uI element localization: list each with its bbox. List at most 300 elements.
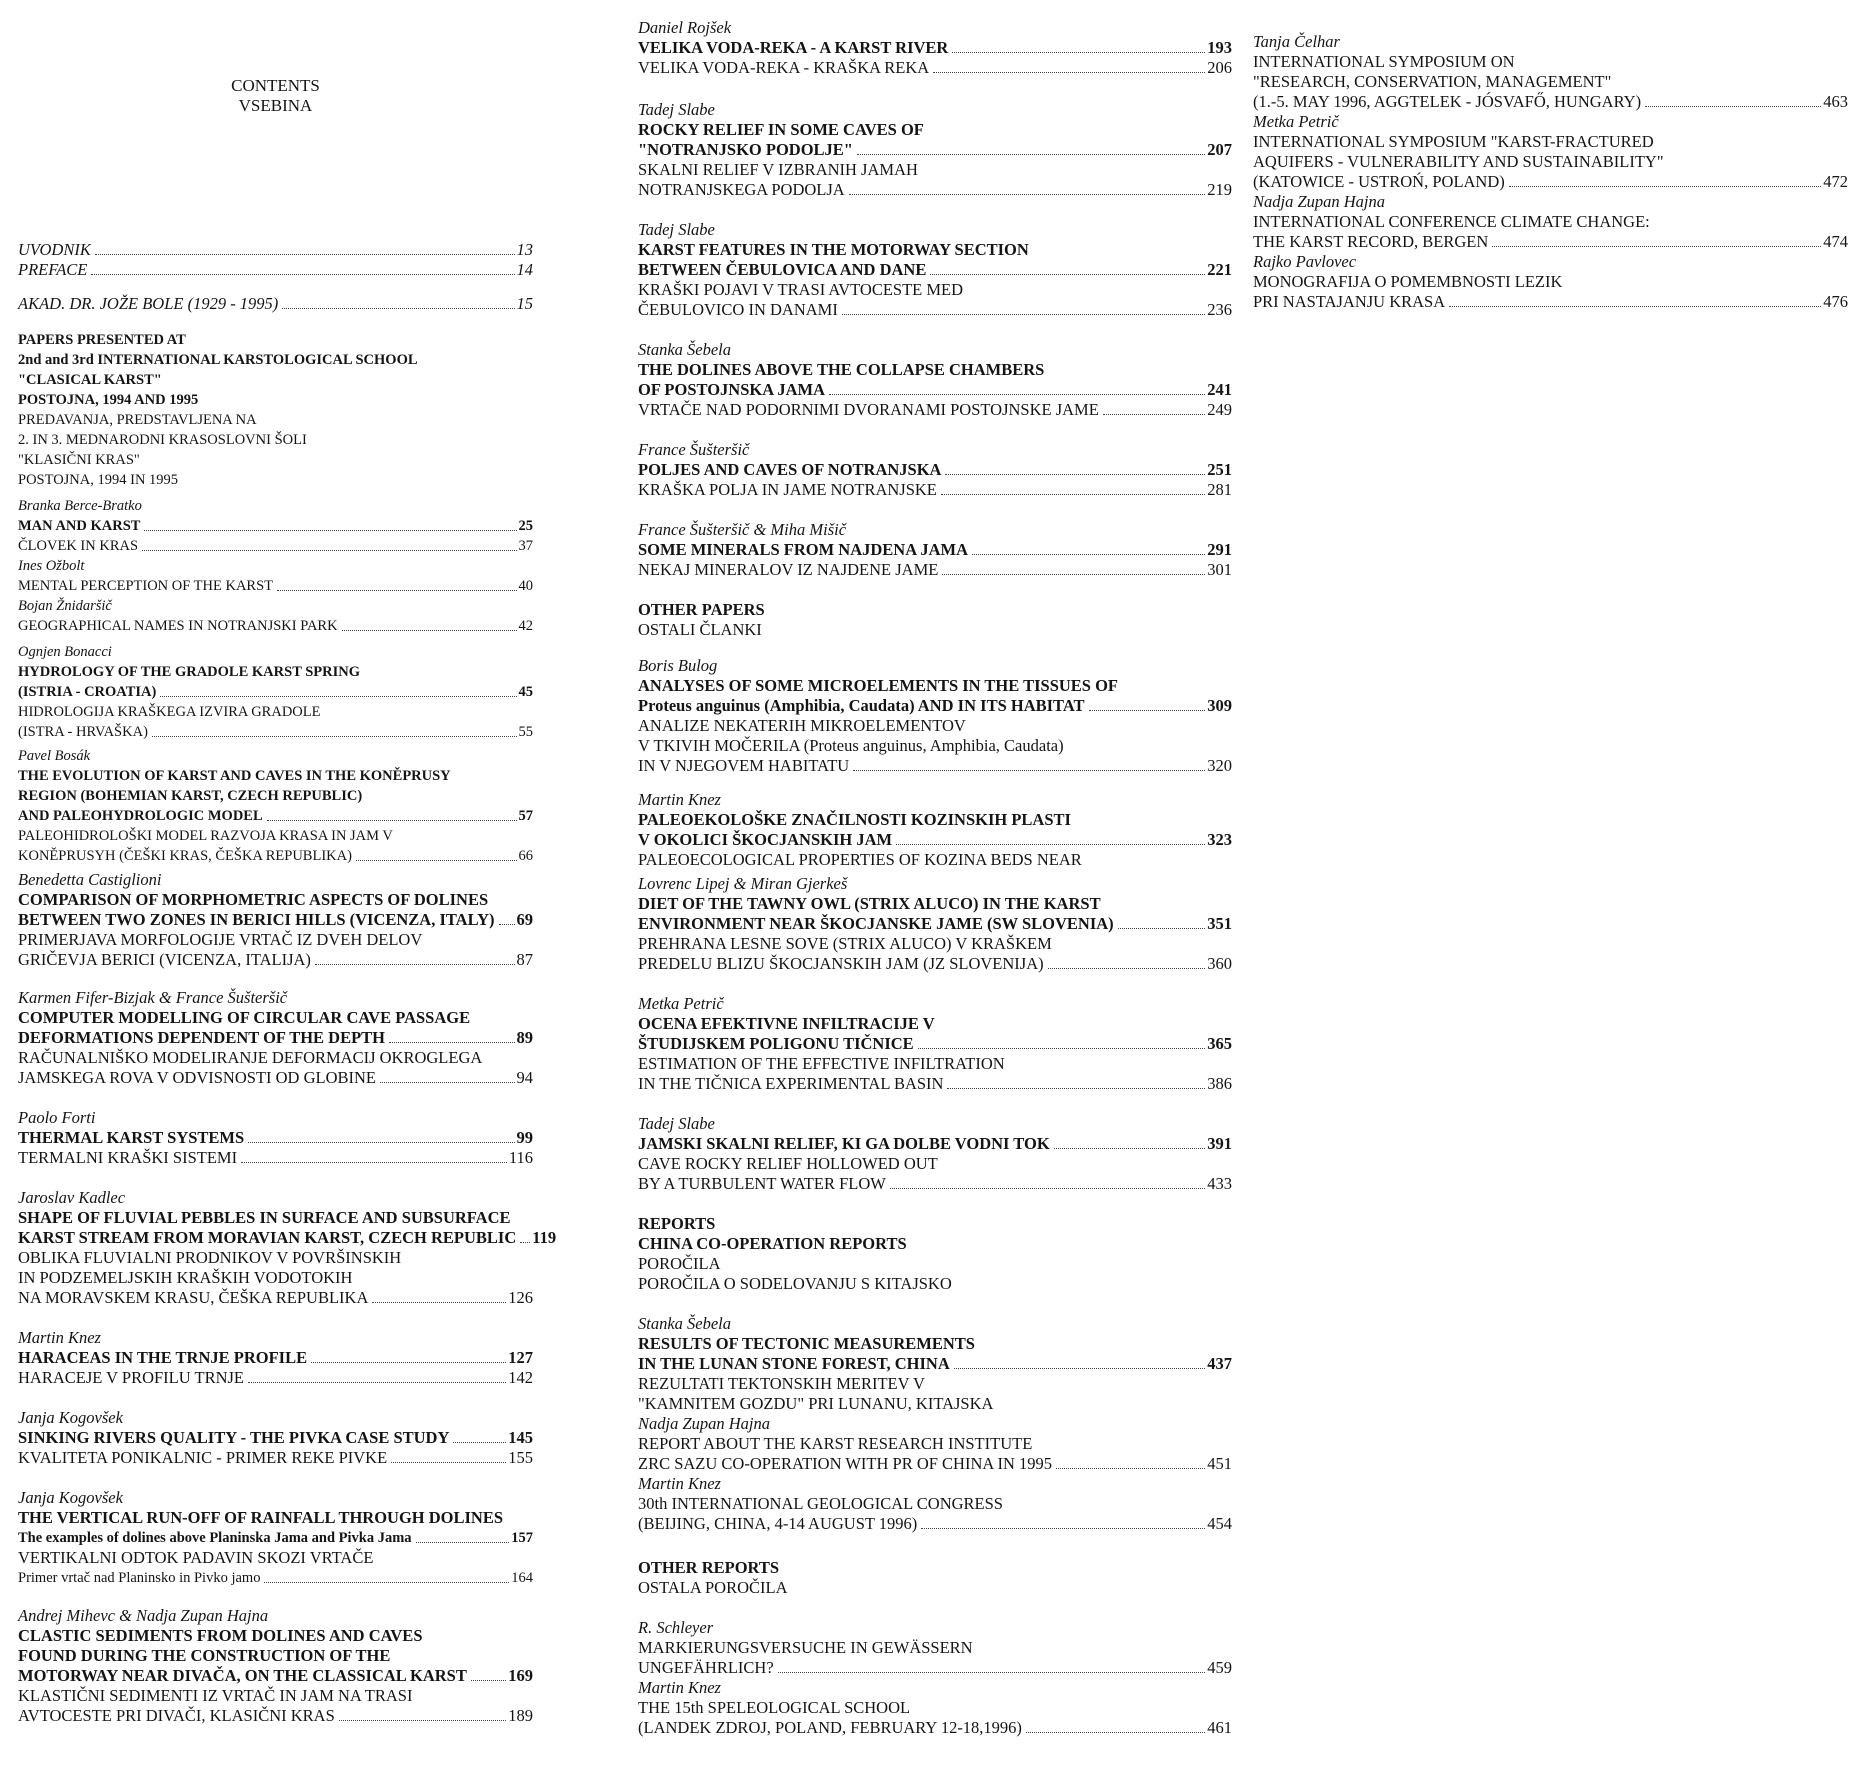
toc-line <box>638 1274 1232 1294</box>
toc-line-text: Martin Knez <box>638 1678 721 1697</box>
toc-entry-group <box>638 340 1232 420</box>
toc-line <box>18 330 533 350</box>
toc-line-text: COMPARISON OF MORPHOMETRIC ASPECTS OF DOLINES <box>18 890 489 909</box>
page-number: 14 <box>516 260 533 279</box>
toc-line <box>18 1248 533 1268</box>
toc-line-text: POROČILA <box>638 1254 721 1273</box>
toc-line-with-page <box>18 516 533 536</box>
toc-line-text: PALEOHIDROLOŠKI MODEL RAZVOJA KRASA IN JAM V <box>18 828 393 844</box>
page-number: 25 <box>518 518 533 534</box>
toc-line <box>18 1008 533 1028</box>
toc-line-text: "NOTRANJSKO PODOLJE" <box>638 140 853 159</box>
toc-entry-group <box>18 746 533 866</box>
toc-entry-group <box>18 1606 533 1726</box>
toc-line-text: PRIMERJAVA MORFOLOGIJE VRTAČ IZ DVEH DELOV <box>18 930 423 949</box>
toc-line-text: Tanja Čelhar <box>1253 32 1340 51</box>
toc-line-text: POSTOJNA, 1994 IN 1995 <box>18 472 179 488</box>
dot-leader <box>1103 413 1205 415</box>
toc-line-text: AQUIFERS - VULNERABILITY AND SUSTAINABILITY" <box>1253 152 1664 171</box>
toc-line-with-page <box>638 260 1232 280</box>
toc-line <box>18 642 533 662</box>
toc-line <box>638 934 1232 954</box>
toc-line <box>638 18 1232 38</box>
toc-line <box>638 1578 1232 1598</box>
toc-line-with-page <box>18 1528 533 1548</box>
dot-leader <box>241 1161 507 1163</box>
toc-line <box>1253 32 1848 52</box>
toc-line-text: REPORT ABOUT THE KARST RESEARCH INSTITUTE <box>638 1434 1033 1453</box>
dot-leader <box>380 1081 515 1083</box>
toc-line <box>18 988 533 1008</box>
toc-line-text: Martin Knez <box>18 1328 101 1347</box>
toc-line-text: POROČILA O SODELOVANJU S KITAJSKO <box>638 1274 952 1293</box>
toc-line <box>638 120 1232 140</box>
toc-line-text: AVTOCESTE PRI DIVAČI, KLASIČNI KRAS <box>18 1706 335 1725</box>
dot-leader <box>282 307 514 309</box>
toc-entry-group <box>638 790 1232 870</box>
dot-leader <box>160 695 516 697</box>
toc-line-text: KRAŠKI POJAVI V TRASI AVTOCESTE MED <box>638 280 964 299</box>
page-number: 241 <box>1207 380 1232 399</box>
toc-line <box>638 716 1232 736</box>
toc-line <box>18 1606 533 1626</box>
toc-line-text: ČEBULOVICO IN DANAMI <box>638 300 838 319</box>
page-number: 459 <box>1207 1658 1232 1677</box>
toc-line-text: THE VERTICAL RUN-OFF OF RAINFALL THROUGH DOLINES <box>18 1508 504 1527</box>
page-number: 45 <box>518 684 533 700</box>
toc-line-text: IN V NJEGOVEM HABITATU <box>638 756 850 775</box>
toc-line-text: ANALYSES OF SOME MICROELEMENTS IN THE TISSUES OF <box>638 676 1119 695</box>
toc-line-text: BY A TURBULENT WATER FLOW <box>638 1174 886 1193</box>
toc-line-text: OF POSTOJNSKA JAMA <box>638 380 826 399</box>
toc-line-text: NA MORAVSKEM KRASU, ČEŠKA REPUBLIKA <box>18 1288 369 1307</box>
toc-line-text: "KLASIČNI KRAS" <box>18 452 140 468</box>
toc-line-text: (ISTRA - HRVAŠKA) <box>18 724 148 740</box>
toc-line <box>18 470 533 490</box>
toc-line-with-page <box>638 400 1232 420</box>
page-number: 119 <box>532 1228 557 1247</box>
dot-leader <box>267 819 517 821</box>
toc-entry-group <box>18 1488 533 1588</box>
toc-line <box>638 790 1232 810</box>
dot-leader <box>356 859 517 861</box>
page-number: 463 <box>1823 92 1848 111</box>
toc-line-with-page <box>638 180 1232 200</box>
toc-line-text: THE EVOLUTION OF KARST AND CAVES IN THE KONĚPRUSY <box>18 768 451 784</box>
toc-line <box>638 240 1232 260</box>
toc-line <box>638 1114 1232 1134</box>
toc-line-with-page <box>1253 292 1848 312</box>
toc-line-text: ANALIZE NEKATERIH MIKROELEMENTOV <box>638 716 966 735</box>
page-number: 301 <box>1207 560 1232 579</box>
toc-line-text: OSTALI ČLANKI <box>638 620 762 639</box>
toc-line-with-page <box>638 540 1232 560</box>
page-number: 386 <box>1207 1074 1232 1093</box>
toc-line-text: Janja Kogovšek <box>18 1408 123 1427</box>
toc-line-text: PRI NASTAJANJU KRASA <box>1253 292 1446 311</box>
toc-line-text: "RESEARCH, CONSERVATION, MANAGEMENT" <box>1253 72 1612 91</box>
toc-line <box>1253 152 1848 172</box>
dot-leader <box>947 1087 1205 1089</box>
toc-line-with-page <box>18 806 533 826</box>
toc-line <box>638 810 1232 830</box>
dot-leader <box>921 1527 1205 1529</box>
toc-entry-group <box>638 440 1232 500</box>
toc-line-text: Paolo Forti <box>18 1108 96 1127</box>
toc-line-text: Branka Berce-Bratko <box>18 498 142 514</box>
page-number: 461 <box>1207 1718 1232 1737</box>
toc-line-text: Tadej Slabe <box>638 220 715 239</box>
toc-line <box>18 1268 533 1288</box>
toc-line <box>1253 72 1848 92</box>
dot-leader <box>945 473 1205 475</box>
toc-line-text: Martin Knez <box>638 790 721 809</box>
toc-line-text: Andrej Mihevc & Nadja Zupan Hajna <box>18 1606 269 1625</box>
toc-line <box>18 1208 533 1228</box>
toc-line-with-page <box>638 1074 1232 1094</box>
toc-line-with-page <box>18 1148 533 1168</box>
dot-leader <box>1048 967 1206 969</box>
dot-leader <box>453 1441 506 1443</box>
toc-line-text: RESULTS OF TECTONIC MEASUREMENTS <box>638 1334 975 1353</box>
toc-line <box>1253 52 1848 72</box>
toc-line-text: PALEOECOLOGICAL PROPERTIES OF KOZINA BEDS NEAR <box>638 850 1082 869</box>
toc-line <box>18 1328 533 1348</box>
toc-line <box>638 440 1232 460</box>
toc-line-text: COMPUTER MODELLING OF CIRCULAR CAVE PASSAGE <box>18 1008 471 1027</box>
toc-line <box>18 746 533 766</box>
toc-line-text: R. Schleyer <box>638 1618 714 1637</box>
toc-line-text: ZRC SAZU CO-OPERATION WITH PR OF CHINA IN 1995 <box>638 1454 1053 1473</box>
toc-line-text: IN THE TIČNICA EXPERIMENTAL BASIN <box>638 1074 944 1093</box>
toc-entry-group <box>18 870 533 970</box>
toc-line-text: DEFORMATIONS DEPENDENT OF THE DEPTH <box>18 1028 386 1047</box>
toc-line-text: PAPERS PRESENTED AT <box>18 332 186 348</box>
toc-line-text: The examples of dolines above Planinska Jama and Pivka Jama <box>18 1530 412 1546</box>
toc-line-with-page <box>18 1348 533 1368</box>
toc-line-with-page <box>18 1568 533 1588</box>
toc-line-with-page <box>18 1368 533 1388</box>
toc-line-text: CAVE ROCKY RELIEF HOLLOWED OUT <box>638 1154 938 1173</box>
toc-line <box>638 656 1232 676</box>
toc-line-with-page <box>638 1034 1232 1054</box>
toc-entry-group <box>638 656 1232 776</box>
page-number: 15 <box>516 294 533 313</box>
page-number: 157 <box>511 1530 533 1546</box>
toc-line <box>638 520 1232 540</box>
toc-line-text: Rajko Pavlovec <box>1253 252 1357 271</box>
toc-line <box>18 370 533 390</box>
toc-line <box>638 994 1232 1014</box>
toc-line-text: 2. IN 3. MEDNARODNI KRASOSLOVNI ŠOLI <box>18 432 307 448</box>
toc-line-text: (KATOWICE - USTROŃ, POLAND) <box>1253 172 1505 191</box>
toc-line-text: MOTORWAY NEAR DIVAČA, ON THE CLASSICAL KARST <box>18 1666 467 1685</box>
toc-line <box>638 1698 1232 1718</box>
toc-line-with-page <box>18 294 533 314</box>
toc-line <box>18 930 533 950</box>
toc-line <box>18 1488 533 1508</box>
toc-entry-group <box>1253 32 1848 312</box>
page-number: 169 <box>508 1666 533 1685</box>
toc-line-text: Benedetta Castiglioni <box>18 870 162 889</box>
toc-line-text: France Šušteršič & Miha Mišič <box>638 520 847 539</box>
page-number: 94 <box>516 1068 533 1087</box>
toc-line <box>638 1374 1232 1394</box>
toc-line <box>1253 252 1848 272</box>
toc-line <box>638 280 1232 300</box>
toc-line-with-page <box>1253 92 1848 112</box>
toc-line-text: Stanka Šebela <box>638 340 732 359</box>
toc-line-text: France Šušteršič <box>638 440 750 459</box>
toc-line <box>638 1334 1232 1354</box>
toc-line-text: Nadja Zupan Hajna <box>1253 192 1386 211</box>
dot-leader <box>857 153 1205 155</box>
dot-leader <box>1645 105 1821 107</box>
toc-line <box>18 1508 533 1528</box>
toc-line-text: (LANDEK ZDROJ, POLAND, FEBRUARY 12-18,1996) <box>638 1718 1022 1737</box>
toc-line-text: BETWEEN TWO ZONES IN BERICI HILLS (VICENZA, ITALY) <box>18 910 495 929</box>
toc-line <box>18 1626 533 1646</box>
toc-line-text: INTERNATIONAL SYMPOSIUM "KARST-FRACTURED <box>1253 132 1654 151</box>
dot-leader <box>930 273 1205 275</box>
page-number: 437 <box>1207 1354 1232 1373</box>
toc-line-with-page <box>18 1666 533 1686</box>
dot-leader <box>941 493 1205 495</box>
dot-leader <box>1118 927 1206 929</box>
toc-line-text: ČLOVEK IN KRAS <box>18 538 139 554</box>
dot-leader <box>1509 185 1821 187</box>
toc-line-text: THE 15th SPELEOLOGICAL SCHOOL <box>638 1698 911 1717</box>
toc-line-text: REPORTS <box>638 1214 716 1233</box>
toc-line-text: SHAPE OF FLUVIAL PEBBLES IN SURFACE AND SUBSURFACE <box>18 1208 511 1227</box>
toc-line-text: CLASTIC SEDIMENTS FROM DOLINES AND CAVES <box>18 1626 423 1645</box>
page-number: 69 <box>516 910 533 929</box>
toc-line-with-page <box>638 380 1232 400</box>
page-number: 476 <box>1823 292 1848 311</box>
toc-line-with-page <box>18 1028 533 1048</box>
toc-line <box>638 620 1232 640</box>
toc-entry-group <box>638 1314 1232 1534</box>
toc-line-text: "CLASICAL KARST" <box>18 372 162 388</box>
toc-line-text: PREHRANA LESNE SOVE (STRIX ALUCO) V KRAŠKEM <box>638 934 1052 953</box>
dot-leader <box>849 193 1206 195</box>
toc-line <box>638 1678 1232 1698</box>
dot-leader <box>142 549 516 551</box>
toc-line-with-page <box>18 950 533 970</box>
toc-line-text: BETWEEN ČEBULOVICA AND DANE <box>638 260 927 279</box>
toc-line-text: DIET OF THE TAWNY OWL (STRIX ALUCO) IN THE KARST <box>638 894 1101 913</box>
page-number: 99 <box>516 1128 533 1147</box>
dot-leader <box>520 1241 530 1243</box>
dot-leader <box>1089 709 1206 711</box>
toc-line-text: OTHER PAPERS <box>638 600 765 619</box>
toc-line <box>638 1014 1232 1034</box>
page-number: 40 <box>518 578 533 594</box>
dot-leader <box>264 1581 509 1583</box>
toc-line-text: 2nd and 3rd INTERNATIONAL KARSTOLOGICAL SCHOOL <box>18 352 418 368</box>
dot-leader <box>954 1367 1206 1369</box>
toc-line-text: Daniel Rojšek <box>638 18 732 37</box>
toc-line <box>18 870 533 890</box>
dot-leader <box>248 1141 514 1143</box>
toc-line <box>18 430 533 450</box>
toc-line <box>638 1214 1232 1234</box>
dot-leader <box>1026 1731 1205 1733</box>
toc-line-text: PALEOEKOLOŠKE ZNAČILNOSTI KOZINSKIH PLASTI <box>638 810 1071 829</box>
toc-line <box>638 1474 1232 1494</box>
toc-line <box>638 1314 1232 1334</box>
toc-entry-group <box>18 496 533 636</box>
toc-line-text: MONOGRAFIJA O POMEMBNOSTI LEZIK <box>1253 272 1563 291</box>
toc-line-with-page <box>638 696 1232 716</box>
toc-line-text: AND PALEOHYDROLOGIC MODEL <box>18 808 263 824</box>
toc-line-text: (ISTRIA - CROATIA) <box>18 684 157 700</box>
toc-line-with-page <box>638 830 1232 850</box>
toc-line <box>638 1234 1232 1254</box>
toc-line-text: Martin Knez <box>638 1474 721 1493</box>
page-number: 89 <box>516 1028 533 1047</box>
toc-line-text: "KAMNITEM GOZDU" PRI LUNANU, KITAJSKA <box>638 1394 994 1413</box>
toc-line-with-page <box>638 1718 1232 1738</box>
toc-line <box>638 220 1232 240</box>
toc-line-text: KLASTIČNI SEDIMENTI IZ VRTAČ IN JAM NA TRASI <box>18 1686 413 1705</box>
page-number: 351 <box>1207 914 1232 933</box>
toc-line <box>638 1414 1232 1434</box>
toc-line <box>638 736 1232 756</box>
page-number: 221 <box>1207 260 1232 279</box>
toc-line-with-page <box>18 616 533 636</box>
toc-line-with-page <box>638 954 1232 974</box>
toc-line <box>638 100 1232 120</box>
toc-line <box>1253 272 1848 292</box>
toc-line-text: OSTALA POROČILA <box>638 1578 788 1597</box>
toc-entry-group <box>18 1188 557 1308</box>
page-number: 474 <box>1823 232 1848 251</box>
toc-line-text: UVODNIK <box>18 240 91 259</box>
toc-line-with-page <box>18 910 533 930</box>
page-number: 193 <box>1207 38 1232 57</box>
toc-line-with-page <box>18 682 533 702</box>
toc-entry-group <box>18 1108 533 1168</box>
toc-line <box>18 826 533 846</box>
toc-line <box>18 1408 533 1428</box>
dot-leader <box>829 393 1205 395</box>
page-number: 309 <box>1207 696 1232 715</box>
dot-leader <box>416 1541 510 1543</box>
toc-line-text: REZULTATI TEKTONSKIH MERITEV V <box>638 1374 925 1393</box>
dot-leader <box>890 1187 1205 1189</box>
toc-line-text: (1.-5. MAY 1996, AGGTELEK - JÓSVAFŐ, HUNGARY) <box>1253 92 1642 111</box>
toc-entry-group <box>638 874 1232 974</box>
toc-line-text: Proteus anguinus (Amphibia, Caudata) AND IN ITS HABITAT <box>638 696 1085 715</box>
toc-line-text: HYDROLOGY OF THE GRADOLE KARST SPRING <box>18 664 361 680</box>
toc-entry-group <box>638 520 1232 580</box>
toc-entry-group <box>638 220 1232 320</box>
toc-line-text: MENTAL PERCEPTION OF THE KARST <box>18 578 274 594</box>
toc-line <box>638 1154 1232 1174</box>
dot-leader <box>1449 305 1821 307</box>
toc-line-text: Lovrenc Lipej & Miran Gjerkeš <box>638 874 848 893</box>
toc-line-text: Jaroslav Kadlec <box>18 1188 126 1207</box>
toc-line-text: HIDROLOGIJA KRAŠKEGA IZVIRA GRADOLE <box>18 704 321 720</box>
toc-entry-group <box>18 988 533 1088</box>
toc-line <box>638 894 1232 914</box>
toc-entry-group <box>638 1114 1232 1194</box>
page-number: 291 <box>1207 540 1232 559</box>
toc-line-with-page <box>18 260 533 280</box>
toc-line <box>638 340 1232 360</box>
toc-line <box>638 160 1232 180</box>
toc-line-text: FOUND DURING THE CONSTRUCTION OF THE <box>18 1646 391 1665</box>
toc-line-text: NEKAJ MINERALOV IZ NAJDENE JAME <box>638 560 939 579</box>
toc-line-text: SINKING RIVERS QUALITY - THE PIVKA CASE STUDY <box>18 1428 450 1447</box>
page-number: 55 <box>518 724 533 740</box>
toc-line-with-page <box>18 1288 533 1308</box>
toc-line <box>18 596 533 616</box>
toc-line-with-page <box>18 1068 533 1088</box>
toc-line-with-page <box>638 300 1232 320</box>
dot-leader <box>248 1381 506 1383</box>
toc-line <box>638 1638 1232 1658</box>
toc-line-text: VERTIKALNI ODTOK PADAVIN SKOZI VRTAČE <box>18 1548 374 1567</box>
toc-line <box>18 662 533 682</box>
toc-line <box>1253 212 1848 232</box>
toc-line <box>1253 192 1848 212</box>
page-number: 251 <box>1207 460 1232 479</box>
toc-line-with-page <box>18 536 533 556</box>
page-number: 207 <box>1207 140 1232 159</box>
toc-entry-group <box>638 1558 1232 1598</box>
toc-line-text: VRTAČE NAD PODORNIMI DVORANAMI POSTOJNSKE JAME <box>638 400 1099 419</box>
toc-line-text: V OKOLICI ŠKOCJANSKIH JAM <box>638 830 893 849</box>
toc-line-text: JAMSKEGA ROVA V ODVISNOSTI OD GLOBINE <box>18 1068 376 1087</box>
toc-line-with-page <box>638 756 1232 776</box>
toc-line <box>18 766 533 786</box>
page-number: 127 <box>508 1348 533 1367</box>
toc-line-text: JAMSKI SKALNI RELIEF, KI GA DOLBE VODNI TOK <box>638 1134 1050 1153</box>
toc-line-with-page <box>638 58 1232 78</box>
page-number: 42 <box>518 618 533 634</box>
page-number: 155 <box>508 1448 533 1467</box>
contents-heading <box>18 76 533 116</box>
toc-line-text: Metka Petrič <box>638 994 724 1013</box>
toc-line <box>18 390 533 410</box>
dot-leader <box>144 529 516 531</box>
dot-leader <box>1056 1467 1205 1469</box>
toc-line <box>18 450 533 470</box>
toc-line-with-page <box>638 140 1232 160</box>
toc-line-text: PREFACE <box>18 260 88 279</box>
toc-line-text: THERMAL KARST SYSTEMS <box>18 1128 245 1147</box>
dot-leader <box>342 629 517 631</box>
toc-line <box>18 410 533 430</box>
page-number: 145 <box>508 1428 533 1447</box>
toc-line <box>638 1394 1232 1414</box>
toc-line <box>638 1254 1232 1274</box>
toc-line-text: Janja Kogovšek <box>18 1488 123 1507</box>
toc-line-with-page <box>18 1228 557 1248</box>
toc-line-with-page <box>638 460 1232 480</box>
page-number: 360 <box>1207 954 1232 973</box>
dot-leader <box>391 1461 506 1463</box>
toc-line <box>638 1494 1232 1514</box>
page-number: 37 <box>518 538 533 554</box>
toc-line-text: ROCKY RELIEF IN SOME CAVES OF <box>638 120 924 139</box>
toc-line-text: MARKIERUNGSVERSUCHE IN GEWÄSSERN <box>638 1638 973 1657</box>
toc-line <box>18 1188 533 1208</box>
toc-line <box>638 1618 1232 1638</box>
dot-leader <box>853 769 1205 771</box>
